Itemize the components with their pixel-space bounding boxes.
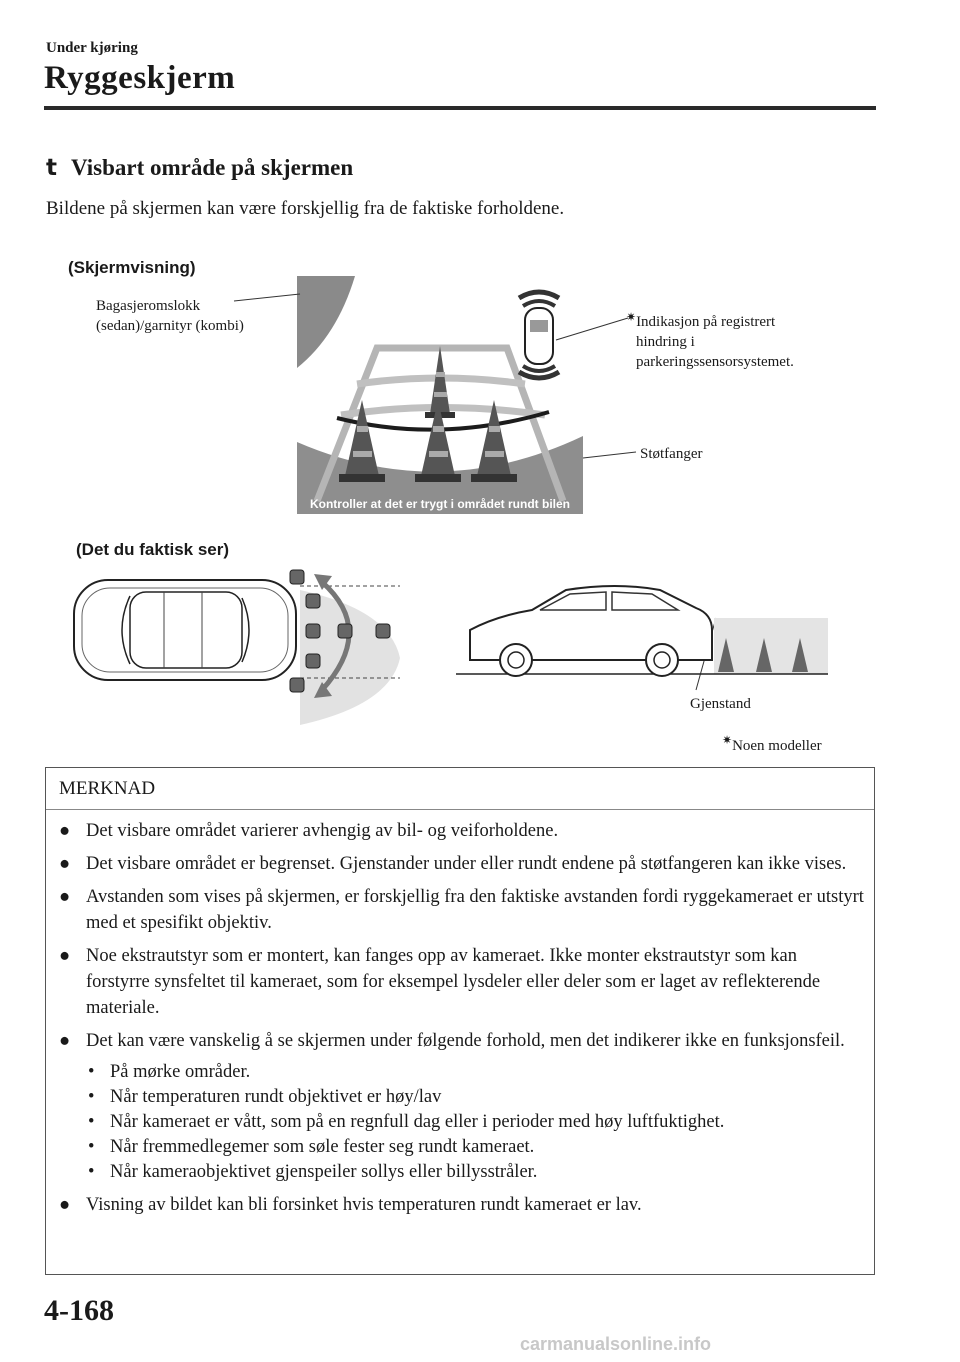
note-item: ● Visning av bildet kan bli forsinket hvis temperaturen rundt kameraet er lav. xyxy=(46,1192,874,1218)
bullet-icon: ● xyxy=(59,946,71,966)
sub-list-item: • Når fremmedlegemer som søle fester seg rundt kameraet. xyxy=(86,1135,864,1160)
side-view-illustration xyxy=(456,580,836,690)
label-obstacle-indicator-line2: hindring i xyxy=(636,334,695,350)
sub-list-item: • Når temperaturen rundt objektivet er høy/lav xyxy=(86,1085,864,1110)
chapter-title: Ryggeskjerm xyxy=(44,60,236,96)
section-label: Under kjøring xyxy=(46,40,138,56)
bullet-icon: ● xyxy=(59,821,71,841)
footnote xyxy=(722,733,822,756)
watermark: carmanualsonline.info xyxy=(520,1334,712,1354)
bullet-icon: ● xyxy=(59,854,71,874)
note-item: ● Det visbare området er begrenset. Gjenstander under eller rundt endene på støtfangeren kan ikke vises. xyxy=(46,851,874,877)
heading-text: Visbart område på skjermen xyxy=(71,155,354,180)
sub-bullet-icon: • xyxy=(88,1162,95,1182)
top-view-illustration xyxy=(60,540,420,730)
sub-bullet-icon: • xyxy=(88,1112,95,1132)
label-bumper: Støtfanger xyxy=(640,446,703,462)
asterisk-icon: ✷ xyxy=(722,733,733,747)
label-trunk-lid-line2: (sedan)/garnityr (kombi) xyxy=(96,318,244,334)
page-number: 4-168 xyxy=(44,1294,114,1327)
sub-bullet-icon: • xyxy=(88,1087,95,1107)
note-item: ● Det visbare området varierer avhengig av bil- og veiforholdene. xyxy=(46,818,874,844)
note-item: ● Noe ekstrautstyr som er montert, kan fanges opp av kameraet. Ikke monter ekstrautstyr som kan forstyrre synsfeltet til kameraet, som for eksempel lysdeler eller deler som er laget av reflekterende materiale. xyxy=(46,943,874,1021)
sub-list-item: • På mørke områder. xyxy=(86,1060,864,1085)
car-side-view-icon xyxy=(470,586,712,676)
note-box xyxy=(45,767,875,1275)
bullet-icon: ● xyxy=(59,1031,71,1051)
screen-view-heading: (Skjermvisning) xyxy=(68,258,196,277)
note-list xyxy=(46,818,874,1225)
actual-view-heading: (Det du faktisk ser) xyxy=(76,540,230,559)
car-top-view-icon xyxy=(74,580,296,680)
label-obstacle-indicator-line3: parkeringssensorsystemet. xyxy=(636,354,794,370)
label-obstacle-indicator-line1: Indikasjon på registrert xyxy=(636,314,776,330)
sub-list-item: • Når kameraobjektivet gjenspeiler sollys eller billysstråler. xyxy=(86,1160,864,1185)
heading-marker-icon: t xyxy=(46,155,57,181)
bullet-icon: ● xyxy=(59,1195,71,1215)
note-title: MERKNAD xyxy=(46,768,874,810)
sub-list xyxy=(86,1060,864,1185)
intro-text: Bildene på skjermen kan være forskjellig fra de faktiske forholdene. xyxy=(46,198,565,219)
label-object: Gjenstand xyxy=(690,696,751,712)
note-item: ● Avstanden som vises på skjermen, er forskjellig fra den faktiske avstanden fordi ryggekameraet er utstyrt med et spesifikt objektiv. xyxy=(46,884,874,936)
sub-list-item: • Når kameraet er vått, som på en regnfull dag eller i perioder med høy luftfuktighet. xyxy=(86,1110,864,1135)
sub-bullet-icon: • xyxy=(88,1062,95,1082)
note-item: ● Det kan være vanskelig å se skjermen under følgende forhold, men det indikerer ikke en funksjonsfeil. • På mørke områder. • Når temperaturen rundt objektivet er høy/lav • Når kameraet er vått, som på en regnfull dag eller i perioder med høy luftfuktighet. • Når fremmedlegemer som søle fester seg rundt kameraet. • Når kameraobjektivet gjenspeiler sollys eller billysstråler. xyxy=(46,1028,874,1185)
footnote-text: Noen modeller xyxy=(732,738,822,754)
screen-caption: Kontroller at det er trygt i området rundt bilen xyxy=(309,497,571,511)
sub-bullet-icon: • xyxy=(88,1137,95,1157)
label-trunk-lid-line1: Bagasjeromslokk xyxy=(96,298,201,314)
bullet-icon: ● xyxy=(59,887,71,907)
asterisk-icon: ✷ xyxy=(626,310,637,324)
